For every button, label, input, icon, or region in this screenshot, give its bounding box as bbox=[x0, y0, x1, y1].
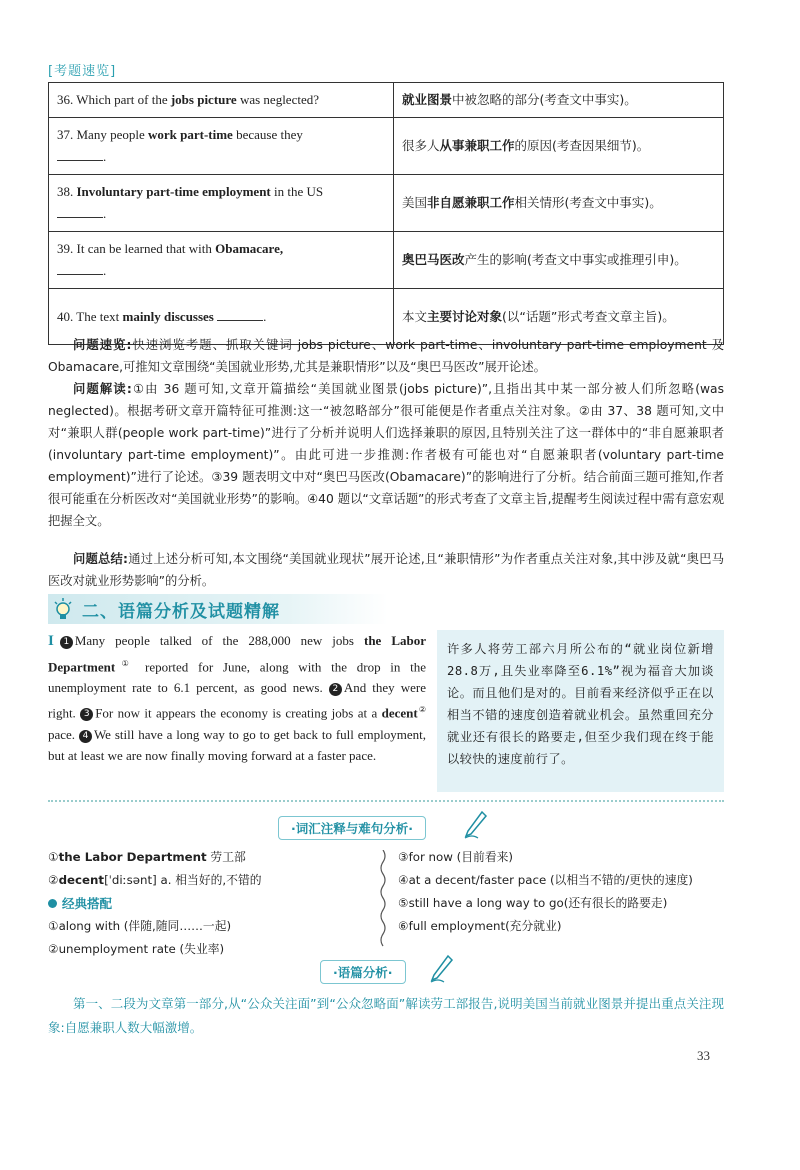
answer-blank bbox=[57, 149, 103, 161]
question-38: 38. Involuntary part-time employment in the US . bbox=[49, 175, 394, 232]
question-37: 37. Many people work part-time because they . bbox=[49, 118, 394, 175]
answer-blank bbox=[57, 263, 103, 275]
collocation-item: ⑤still have a long way to go(还有很长的路要走) bbox=[398, 896, 668, 910]
divider bbox=[48, 800, 724, 802]
sentence-marker: 1 bbox=[60, 636, 73, 649]
pen-icon bbox=[428, 954, 454, 984]
answer-38: 美国非自愿兼职工作相关情形(考查文中事实)。 bbox=[394, 175, 724, 232]
question-row bbox=[49, 83, 724, 118]
vocab-left-column bbox=[48, 846, 373, 961]
passage-english: I 1 Many people talked of the 288,000 new jobs the Labor Department① reported for June, along with the drop in the unemployment rate to 6.1 percent, as good news. 2 And they were right. 3 For now it appears the economy is creating jobs at a decent② pace. 4 We still have a long way to go to get back to full employment, but at least we are now finally moving forward at a faster pace. bbox=[48, 633, 427, 764]
sentence-marker: 3 bbox=[80, 708, 93, 721]
collocation-item: ①along with (伴随,随同……一起) bbox=[48, 919, 232, 933]
sentence-marker: 2 bbox=[329, 683, 342, 696]
collocation-item: ③for now (目前看来) bbox=[398, 850, 514, 864]
quick-view-paragraph: 问题速览:快速浏览考题、抓取关键词 jobs picture、work part-time、involuntary part-time employment 及 Obamacare,可推知文章围绕“美国就业形势,尤其是兼职情形”以及“奥巴马医改”展开论述。 bbox=[48, 338, 724, 374]
discourse-summary: 第一、二段为文章第一部分,从“公众关注面”到“公众忽略面”解读劳工部报告,说明美国当前就业图景并提出重点关注现象:自愿兼职人数大幅激增。 bbox=[48, 996, 724, 1035]
conclusion-paragraph: 问题总结:通过上述分析可知,本文围绕“美国就业现状”展开论述,且“兼职情形”为作者重点关注对象,其中涉及就“奥巴马医改对就业形势影响”的分析。 bbox=[48, 552, 724, 588]
vocab-heading: ·词汇注释与难句分析· bbox=[278, 816, 426, 840]
question-40: 40. The text mainly discusses . bbox=[49, 289, 394, 345]
vocab-item: ①the Labor Department 劳工部 bbox=[48, 850, 246, 864]
passage-translation: 许多人将劳工部六月所公布的“就业岗位新增28.8万,且失业率降至6.1%”视为福音大加谈论。而且他们是对的。目前看来经济似乎正在以相当不错的速度创造着就业机会。虽然重回充分就业还有很长的路要走,但至少我们现在终于能以较快的速度前行了。 bbox=[437, 630, 724, 792]
section-header bbox=[48, 594, 388, 624]
lightbulb-icon bbox=[52, 597, 74, 621]
question-row bbox=[49, 232, 724, 289]
discourse-heading: ·语篇分析· bbox=[320, 960, 406, 984]
collocation-heading: 经典搭配 bbox=[48, 892, 373, 915]
answer-blank bbox=[217, 309, 263, 321]
vocab-item: ②decent[ˈdiːsənt] a. 相当好的,不错的 bbox=[48, 873, 262, 887]
collocation-item: ②unemployment rate (失业率) bbox=[48, 942, 225, 956]
question-39: 39. It can be learned that with Obamacare, . bbox=[49, 232, 394, 289]
section-title: 二、语篇分析及试题精解 bbox=[82, 602, 280, 622]
sentence-marker: 4 bbox=[79, 730, 92, 743]
vocab-right-column bbox=[398, 846, 724, 938]
question-row bbox=[49, 118, 724, 175]
page-number: 33 bbox=[697, 1048, 710, 1063]
pen-icon bbox=[462, 810, 488, 840]
answer-37: 很多人从事兼职工作的原因(考查因果细节)。 bbox=[394, 118, 724, 175]
bullet-icon bbox=[48, 899, 57, 908]
collocation-item: ④at a decent/faster pace (以相当不错的/更快的速度) bbox=[398, 873, 693, 887]
answer-blank bbox=[57, 206, 103, 218]
paragraph-numeral: I bbox=[48, 633, 54, 649]
questions-table bbox=[48, 82, 724, 345]
answer-36: 就业图景中被忽略的部分(考查文中事实)。 bbox=[394, 83, 724, 118]
answer-40: 本文主要讨论对象(以“话题”形式考查文章主旨)。 bbox=[394, 289, 724, 345]
question-row bbox=[49, 175, 724, 232]
collocation-item: ⑥full employment(充分就业) bbox=[398, 919, 562, 933]
question-36: 36. Which part of the jobs picture was neglected? bbox=[49, 83, 394, 118]
answer-39: 奥巴马医改产生的影响(考查文中事实或推理引申)。 bbox=[394, 232, 724, 289]
section-tag: [考题速览] bbox=[48, 64, 117, 79]
interpretation-paragraph: 问题解读:①由 36 题可知,文章开篇描绘“美国就业图景(jobs picture)”,且指出其中某一部分被人们所忽略(was neglected)。根据考研文章开篇特征可推测:这一“被忽略部分”很可能便是作者重点关注对象。②由 37、38 题可知,文中对“兼职人群(people work part-time)”进行了分析并说明人们选择兼职的原因,且特别关注了这一群体中的“非自愿兼职者(involuntary part-time employment)”。由此可进一步推测:作者极有可能也对“自愿兼职者(voluntary part-time employment)”进行了论述。③39 题表明文中对“奥巴马医改(Obamacare)”的影响进行了分析。结合前面三题可推知,作者很可能重在分析医改对“美国就业形势”的影响。④40 题以“文章话题”的形式考查了文章主旨,提醒考生阅读过程中需有意宏观把握全文。 bbox=[48, 382, 724, 528]
chain-divider bbox=[378, 850, 388, 950]
